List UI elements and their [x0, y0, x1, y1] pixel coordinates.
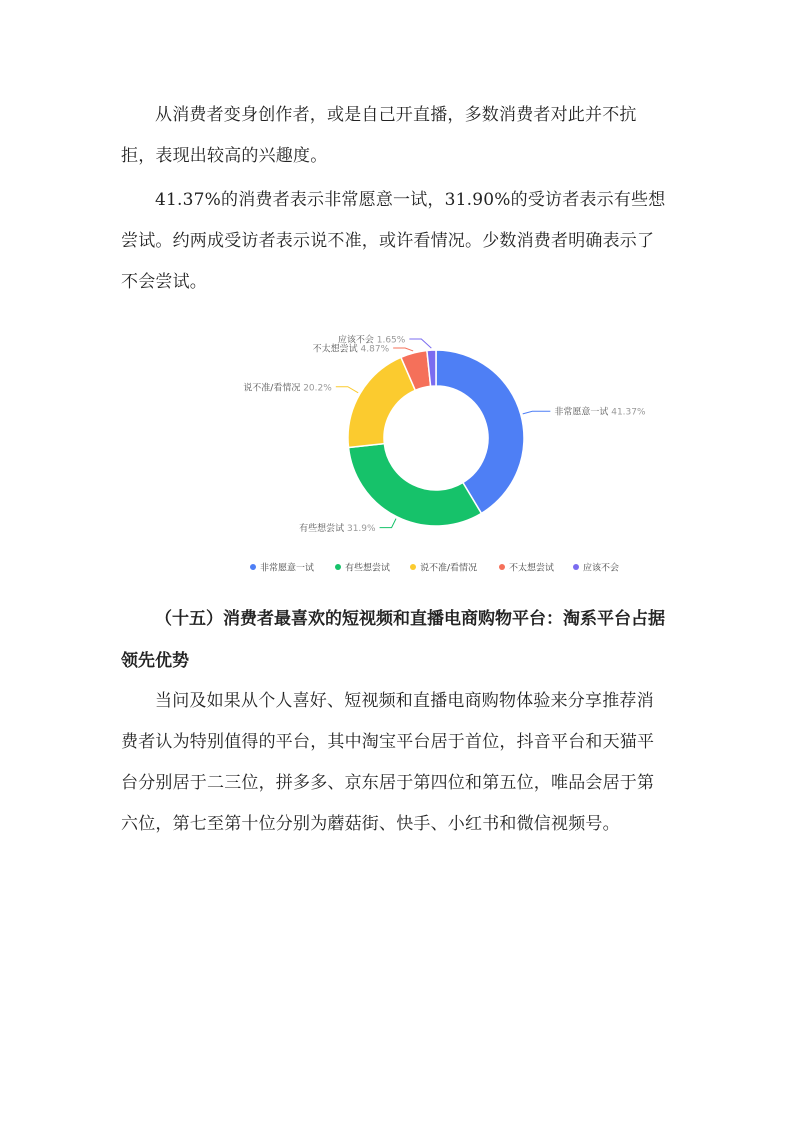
slice-label-value-2: 20.2% — [303, 383, 332, 394]
legend-dot-4 — [573, 564, 579, 570]
section-heading: （十五）消费者最喜欢的短视频和直播电商购物平台：淘系平台占据领先优势 — [121, 609, 665, 671]
section-paragraph: 当问及如果从个人喜好、短视频和直播电商购物体验来分享推荐消费者认为特别值得的平台，其中淘宝平台居于首位，抖音平台和天猫平台分别居于二三位，拼多多、京东居于第四位和第五位，唯品会居于第六位，第七至第十位分别为蘑菇街、快手、小红书和微信视频号。 — [121, 691, 655, 834]
leader-line-1 — [380, 519, 396, 528]
donut-chart — [0, 320, 794, 590]
legend-label-4: 应该不会 — [583, 563, 620, 574]
leader-line-4 — [409, 339, 431, 348]
slice-label-name-4: 应该不会 — [337, 335, 377, 346]
leader-line-3 — [393, 348, 413, 351]
legend-label-3: 不太想尝试 — [509, 563, 555, 574]
legend-dot-3 — [499, 564, 505, 570]
donut-slice-1 — [349, 444, 482, 526]
slice-label-0 — [554, 406, 646, 418]
slice-label-value-1: 31.9% — [346, 524, 376, 535]
leader-line-2 — [336, 387, 358, 393]
slice-label-2 — [243, 381, 332, 393]
legend-dot-0 — [250, 564, 256, 570]
legend-dot-2 — [410, 564, 416, 570]
leader-line-0 — [523, 411, 551, 414]
legend-dot-1 — [335, 564, 341, 570]
paragraph-2: 41.37%的消费者表示非常愿意一试，31.90%的受访者表示有些想尝试。约两成受访者表示说不准，或许看情况。少数消费者明确表示了不会尝试。 — [121, 190, 666, 292]
slice-label-name-2: 说不准/看情况 — [243, 383, 304, 394]
legend-label-1: 有些想尝试 — [345, 563, 391, 574]
legend-label-2: 说不准/看情况 — [420, 563, 478, 574]
slice-label-4 — [338, 334, 406, 346]
legend-label-0: 非常愿意一试 — [260, 563, 315, 574]
slice-label-value-0: 41.37% — [611, 407, 646, 418]
donut-slice-2 — [348, 357, 415, 447]
slice-label-1 — [299, 522, 376, 534]
slice-label-value-4: 1.65% — [376, 335, 406, 346]
slice-label-name-1: 有些想尝试 — [299, 524, 347, 535]
slice-label-name-0: 非常愿意一试 — [554, 407, 612, 418]
slice-label-name-3: 不太想尝试 — [312, 344, 361, 355]
slice-label-value-3: 4.87% — [360, 344, 390, 355]
paragraph-1: 从消费者变身创作者，或是自己开直播，多数消费者对此并不抗拒，表现出较高的兴趣度。 — [121, 105, 637, 166]
